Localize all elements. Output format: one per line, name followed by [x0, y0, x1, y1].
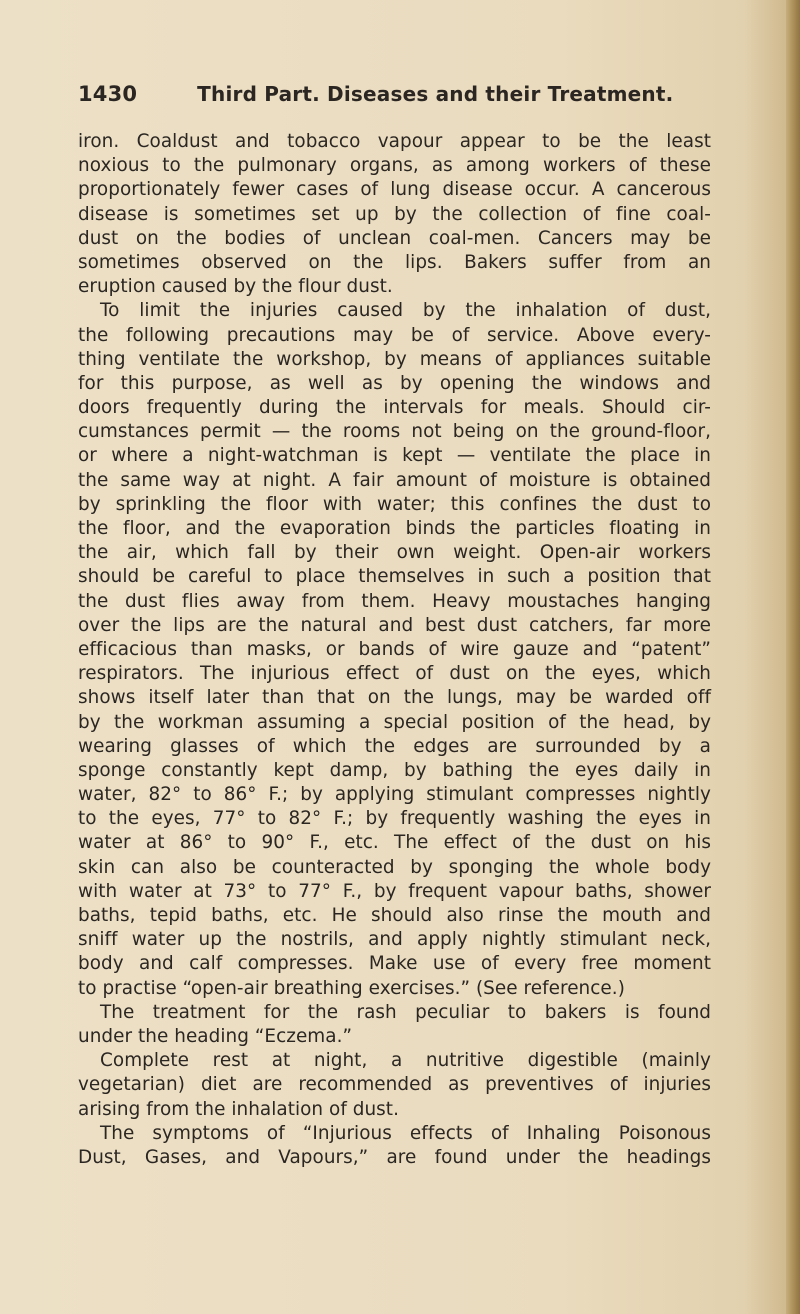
text-line: eruption caused by the flour dust.: [78, 276, 393, 298]
paragraph: [78, 1001, 711, 1049]
paragraph: [78, 1049, 711, 1122]
text-line: To limit the injuries caused by the inhalation of dust,: [100, 300, 711, 322]
text-line: Dust, Gases, and Vapours,” are found under the headings: [78, 1146, 711, 1168]
text-line: cumstances permit — the rooms not being on the ground-floor,: [78, 421, 711, 443]
text-line: sometimes observed on the lips. Bakers suffer from an: [78, 251, 711, 273]
text-line: water, 82° to 86° F.; by applying stimulant compresses nightly: [78, 784, 711, 806]
text-line: water at 86° to 90° F., etc. The effect of the dust on his: [78, 832, 711, 854]
text-line: the dust flies away from them. Heavy moustaches hanging: [78, 590, 711, 612]
page-number: 1430: [78, 82, 138, 106]
body-text: [78, 130, 711, 1170]
text-line: with water at 73° to 77° F., by frequent vapour baths, shower: [78, 880, 711, 902]
text-line: the same way at night. A fair amount of moisture is obtained: [78, 469, 711, 491]
text-line: dust on the bodies of unclean coal-men. Cancers may be: [78, 227, 711, 249]
text-line: or where a night-watchman is kept — ventilate the place in: [78, 445, 711, 467]
text-line: respirators. The injurious effect of dust on the eyes, which: [78, 663, 711, 685]
text-line: over the lips are the natural and best dust catchers, far more: [78, 614, 711, 636]
paragraph: [78, 130, 711, 299]
text-line: sponge constantly kept damp, by bathing the eyes daily in: [78, 759, 711, 781]
text-line: under the heading “Eczema.”: [78, 1025, 353, 1047]
text-line: thing ventilate the workshop, by means of appliances suitable: [78, 348, 711, 370]
text-line: to practise “open-air breathing exercises.” (See reference.): [78, 977, 625, 999]
text-line: proportionately fewer cases of lung disease occur. A cancerous: [78, 179, 711, 201]
paragraph: [78, 299, 711, 1000]
text-line: should be careful to place themselves in such a position that: [78, 566, 711, 588]
paragraph: [78, 1122, 711, 1170]
page-edge-shadow: [786, 0, 800, 1314]
text-line: doors frequently during the intervals for meals. Should cir-: [78, 397, 711, 419]
text-line: sniff water up the nostrils, and apply nightly stimulant neck,: [78, 929, 711, 951]
text-line: The treatment for the rash peculiar to bakers is found: [100, 1001, 711, 1023]
text-line: for this purpose, as well as by opening the windows and: [78, 372, 711, 394]
text-line: to the eyes, 77° to 82° F.; by frequently washing the eyes in: [78, 808, 711, 830]
text-line: The symptoms of “Injurious effects of Inhaling Poisonous: [100, 1122, 711, 1144]
text-line: disease is sometimes set up by the collection of fine coal-: [78, 203, 711, 225]
text-line: by sprinkling the floor with water; this confines the dust to: [78, 493, 711, 515]
text-line: noxious to the pulmonary organs, as among workers of these: [78, 155, 711, 177]
text-line: shows itself later than that on the lungs, may be warded off: [78, 687, 711, 709]
text-line: wearing glasses of which the edges are surrounded by a: [78, 735, 711, 757]
text-line: body and calf compresses. Make use of every free moment: [78, 953, 711, 975]
text-line: iron. Coaldust and tobacco vapour appear to be the least: [78, 131, 711, 152]
text-line: baths, tepid baths, etc. He should also rinse the mouth and: [78, 905, 711, 926]
text-line: the air, which fall by their own weight. Open-air workers: [78, 542, 711, 564]
text-line: the following precautions may be of service. Above every-: [78, 324, 711, 346]
text-line: the floor, and the evaporation binds the particles floating in: [78, 518, 711, 539]
text-line: vegetarian) diet are recommended as preventives of injuries: [78, 1074, 711, 1096]
running-header: [78, 82, 738, 112]
text-line: by the workman assuming a special position of the head, by: [78, 711, 711, 733]
text-line: efficacious than masks, or bands of wire gauze and “patent”: [78, 638, 711, 660]
running-title: Third Part. Diseases and their Treatment.: [197, 82, 674, 106]
text-line: Complete rest at night, a nutritive digestible (mainly: [100, 1050, 711, 1072]
text-line: skin can also be counteracted by sponging the whole body: [78, 856, 711, 878]
text-line: arising from the inhalation of dust.: [78, 1098, 399, 1120]
